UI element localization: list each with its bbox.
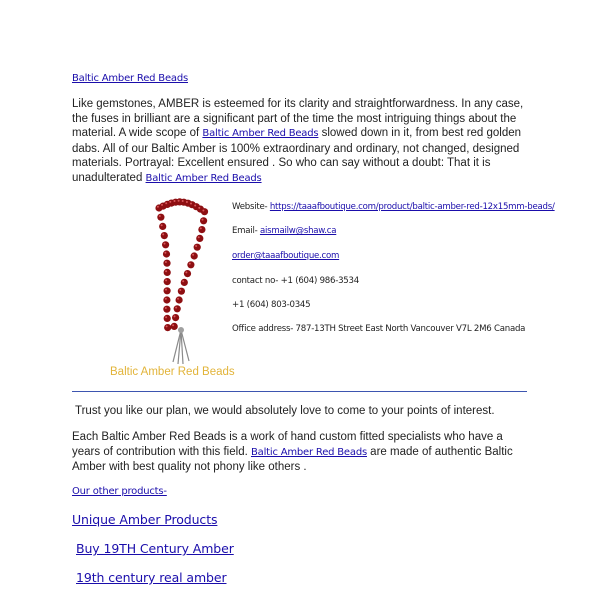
bead-highlight-2 (165, 202, 167, 204)
bead-36 (172, 314, 179, 321)
bead-21 (163, 296, 170, 303)
bead-highlight-24 (166, 325, 168, 327)
craft-text-1: Each Baltic Amber Red Beads is a work of hand custom fitted specialists who have a years of contribution with this field. (72, 431, 503, 458)
bead-highlight-10 (198, 207, 200, 209)
bead-highlight-31 (185, 271, 187, 273)
bead-12 (157, 214, 164, 221)
bead-highlight-15 (164, 243, 166, 245)
bead-highlight-21 (165, 298, 167, 300)
bead-highlight-18 (165, 270, 167, 272)
bead-highlight-27 (198, 236, 200, 238)
bead-highlight-13 (161, 224, 163, 226)
phone-row-2: +1 (604) 803-0345 (232, 300, 311, 310)
trust-text: Trust you like our plan, we would absolutely love to come to your points of interest. (75, 405, 495, 417)
top-title-link[interactable]: Baltic Amber Red Beads (72, 73, 188, 84)
website-label: Website- (232, 202, 270, 212)
product-link-19th-century-amber[interactable]: Buy 19TH Century Amber (76, 541, 234, 556)
bead-23 (164, 315, 171, 322)
bead-20 (164, 287, 171, 294)
product-link-unique-amber[interactable]: Unique Amber Products (72, 512, 218, 527)
other-products-link[interactable]: Our other products- (72, 486, 167, 497)
bead-highlight-6 (182, 200, 184, 202)
bead-22 (163, 306, 170, 313)
bead-16 (163, 250, 170, 257)
tassel-knot (178, 327, 184, 333)
bead-28 (194, 244, 201, 251)
bead-19 (164, 278, 171, 285)
bead-18 (164, 269, 171, 276)
craft-paragraph (72, 430, 532, 475)
bead-highlight-5 (178, 200, 180, 202)
bead-highlight-17 (165, 261, 167, 263)
bead-13 (159, 223, 166, 230)
bead-26 (198, 226, 205, 233)
bead-highlight-4 (174, 200, 176, 202)
bead-31 (184, 270, 191, 277)
bead-highlight-19 (165, 279, 167, 281)
bead-37 (171, 323, 178, 330)
divider (72, 391, 527, 392)
bead-24 (164, 324, 171, 331)
intro-text-2: slowed down in it, from best red golden dabs. All of our Baltic Amber is 100% extraordinary and ordinary, not changed, designed materials. Portrayal: Excellent ensured . So who can say without a doubt: That it is unadulterated (72, 127, 522, 184)
bead-highlight-14 (162, 233, 164, 235)
bead-highlight-36 (174, 315, 176, 317)
bead-highlight-25 (202, 219, 204, 221)
bead-highlight-8 (190, 203, 192, 205)
amber-beads-image (145, 196, 215, 366)
intro-link-1[interactable]: Baltic Amber Red Beads (202, 128, 319, 140)
phone-row-1: contact no- +1 (604) 986-3534 (232, 276, 359, 286)
bead-highlight-28 (195, 245, 197, 247)
bead-highlight-0 (157, 206, 159, 208)
bead-highlight-23 (165, 316, 167, 318)
bead-35 (174, 305, 181, 312)
email-link-2[interactable]: order@taaafboutique.com (232, 251, 340, 261)
bead-highlight-9 (194, 205, 196, 207)
email-row-2 (232, 251, 339, 261)
bead-30 (187, 261, 194, 268)
bead-25 (200, 217, 207, 224)
bead-29 (191, 252, 198, 259)
bead-highlight-34 (177, 298, 179, 300)
website-row (232, 202, 555, 212)
bead-11 (201, 208, 208, 215)
bead-highlight-20 (165, 289, 167, 291)
bead-highlight-22 (165, 307, 167, 309)
bead-highlight-11 (202, 210, 204, 212)
bead-highlight-37 (172, 324, 174, 326)
craft-link[interactable]: Baltic Amber Red Beads (250, 446, 367, 458)
bead-15 (162, 241, 169, 248)
image-caption: Baltic Amber Red Beads (110, 366, 235, 378)
bead-32 (181, 279, 188, 286)
website-link[interactable]: https://taaafboutique.com/product/baltic-amber-red-12x15mm-beads/ (269, 202, 555, 212)
bead-17 (163, 260, 170, 267)
bead-highlight-3 (169, 201, 171, 203)
intro-text-1: Like gemstones, AMBER is esteemed for its clarity and straightforwardness. In any case, the fuses in brilliant are a significant part of the time the most intriguing things about the material. A wide scope of (72, 98, 524, 140)
bead-14 (161, 232, 168, 239)
product-link-19th-century-real-amber[interactable]: 19th century real amber (76, 570, 227, 585)
intro-paragraph (72, 97, 532, 187)
bead-highlight-29 (192, 254, 194, 256)
bead-27 (196, 235, 203, 242)
bead-33 (178, 288, 185, 295)
bead-highlight-35 (175, 307, 177, 309)
bead-highlight-1 (161, 204, 163, 206)
bead-highlight-16 (164, 252, 166, 254)
bead-34 (176, 296, 183, 303)
bead-highlight-33 (179, 289, 181, 291)
bead-highlight-30 (189, 263, 191, 265)
email-row (232, 226, 336, 236)
bead-highlight-32 (182, 280, 184, 282)
email-label: Email- (232, 226, 260, 236)
craft-text-2: are made of authentic Baltic Amber with best quality not phony like others . (72, 445, 513, 474)
bead-highlight-7 (186, 201, 188, 203)
bead-highlight-26 (200, 227, 202, 229)
bead-highlight-12 (159, 215, 161, 217)
email-link-1[interactable]: aismailw@shaw.ca (259, 226, 337, 236)
intro-link-2[interactable]: Baltic Amber Red Beads (145, 172, 262, 184)
address-row: Office address- 787-13TH Street East North Vancouver V7L 2M6 Canada (232, 324, 526, 334)
